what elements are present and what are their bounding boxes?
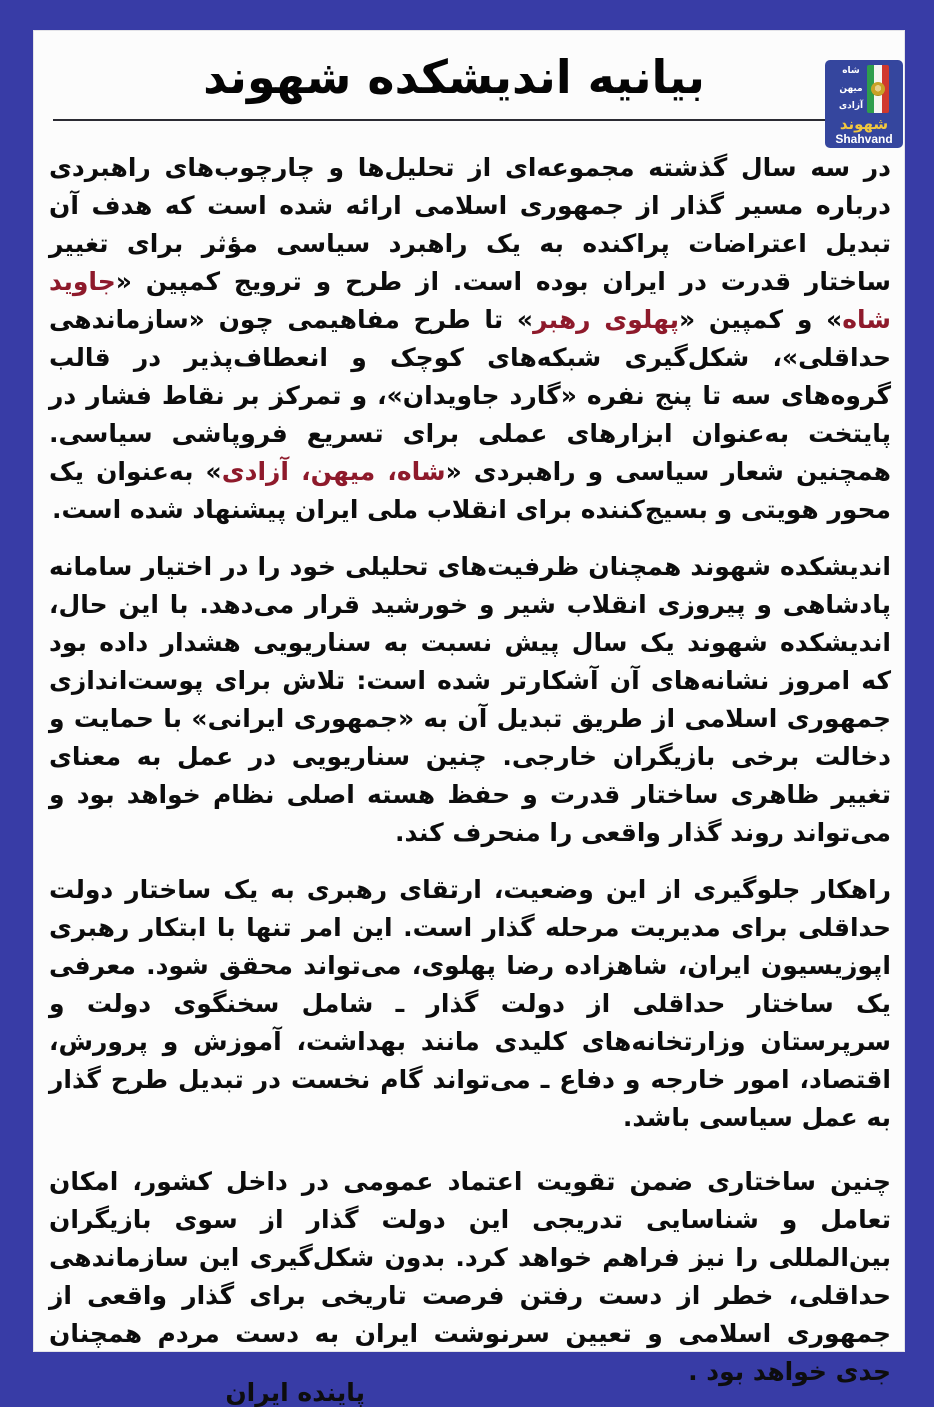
paragraph xyxy=(49,1163,891,1391)
logo-top xyxy=(839,65,889,113)
statement-paper xyxy=(33,30,905,1407)
logo-name-farsi: شهوند xyxy=(839,115,889,133)
text-segment: در سه سال گذشته مجموعه‌ای از تحلیل‌ها و چارچوب‌های راهبردی درباره مسیر گذار از جمهوری اسلامی ارائه شده است که هدف آن تبدیل اعتراضات پراکنده به یک راهبرد سیاسی مؤثر برای تغییر ساختار قدرت در ایران بوده است. از طرح و ترویج کمپین « xyxy=(49,152,891,296)
text-segment: چنین ساختاری ضمن تقویت اعتماد عمومی در داخل کشور، امکان تعامل و شناسایی تدریجی این دولت گذار از سوی بازیگران بین‌المللی را نیز فراهم خواهد کرد. بدون شکل‌گیری این سازماندهی حداقلی، خطر از دست رفتن فرصت تاریخی برای گذار واقعی از جمهوری اسلامی و تعیین سرنوشت ایران به دست مردم همچنان جدی خواهد بود . xyxy=(49,1166,891,1386)
text-segment: راهکار جلوگیری از این وضعیت، ارتقای رهبری به یک ساختار دولت حداقلی برای مدیریت مرحله گذار است. این امر تنها با ابتکار رهبری اپوزیسیون ایران، شاهزاده رضا پهلوی، می‌تواند محقق شود. معرفی یک ساختار حداقلی از دولت گذار ـ شامل سخنگوی دولت و سرپرستان وزارتخانه‌های کلیدی مانند بهداشت، آموزش و پرورش، اقتصاد، امور خارجه و دفاع ـ می‌تواند گام نخست در تبدیل طرح گذار به عمل سیاسی باشد. xyxy=(49,874,891,1132)
paragraph xyxy=(49,149,891,529)
logo-name-english: Shahvand xyxy=(835,132,893,146)
signature-line: پاینده ایران xyxy=(225,1377,365,1407)
lion-sun-emblem-icon xyxy=(871,82,885,96)
text-segment: اندیشکده شهوند همچنان ظرفیت‌های تحلیلی خود را در اختیار سامانه پادشاهی و پیروزی انقلاب شیر و خورشید قرار می‌دهد. با این حال، اندیشکده شهوند یک سال پیش نسبت به سناریویی هشدار داده بود که امروز نشانه‌های آن آشکارتر شده است: تلاش برای پوست‌اندازی جمهوری اسلامی از طریق تبدیل آن به «جمهوری ایرانی» با حمایت و دخالت برخی بازیگران خارجی. چنین سناریویی در عمل به معنای تغییر ظاهری ساختار قدرت و حفظ هسته اصلی نظام خواهد بود و می‌تواند روند گذار واقعی را منحرف کند. xyxy=(49,551,891,847)
highlight-red: پهلوی رهبر xyxy=(533,304,679,334)
text-segment: » به‌عنوان یک محور هویتی و بسیج‌کننده برای انقلاب ملی ایران پیشنهاد شده است. xyxy=(49,456,891,524)
slogan-line-shah: شاه xyxy=(842,66,860,76)
statement-body xyxy=(33,149,905,1391)
slogan-line-mihan: میهن xyxy=(839,83,863,94)
highlight-red: شاه، میهن، آزادی xyxy=(221,456,446,486)
paragraph xyxy=(49,871,891,1137)
logo-slogan xyxy=(839,65,863,113)
iran-flag-icon xyxy=(867,65,889,113)
shahvand-logo xyxy=(825,60,903,148)
masthead xyxy=(33,30,905,146)
paragraph xyxy=(49,548,891,852)
highlight-red: جاوید شاه xyxy=(49,266,892,334)
title-divider xyxy=(53,119,829,121)
text-segment: » تا طرح مفاهیمی چون «سازماندهی حداقلی»، شکل‌گیری شبکه‌های کوچک و انعطاف‌پذیر در قالب گروه‌های سه تا پنج نفره «گارد جاویدان»، و تمرکز بر نقاط فشار در پایتخت به‌عنوان ابزارهای عملی برای تسریع فروپاشی سیاسی. همچنین شعار سیاسی و راهبردی « xyxy=(49,304,891,486)
text-segment: » و کمپین « xyxy=(679,304,843,334)
page-title: بیانیه اندیشکده شهوند xyxy=(203,50,705,104)
slogan-line-azadi: آزادی xyxy=(838,101,864,111)
